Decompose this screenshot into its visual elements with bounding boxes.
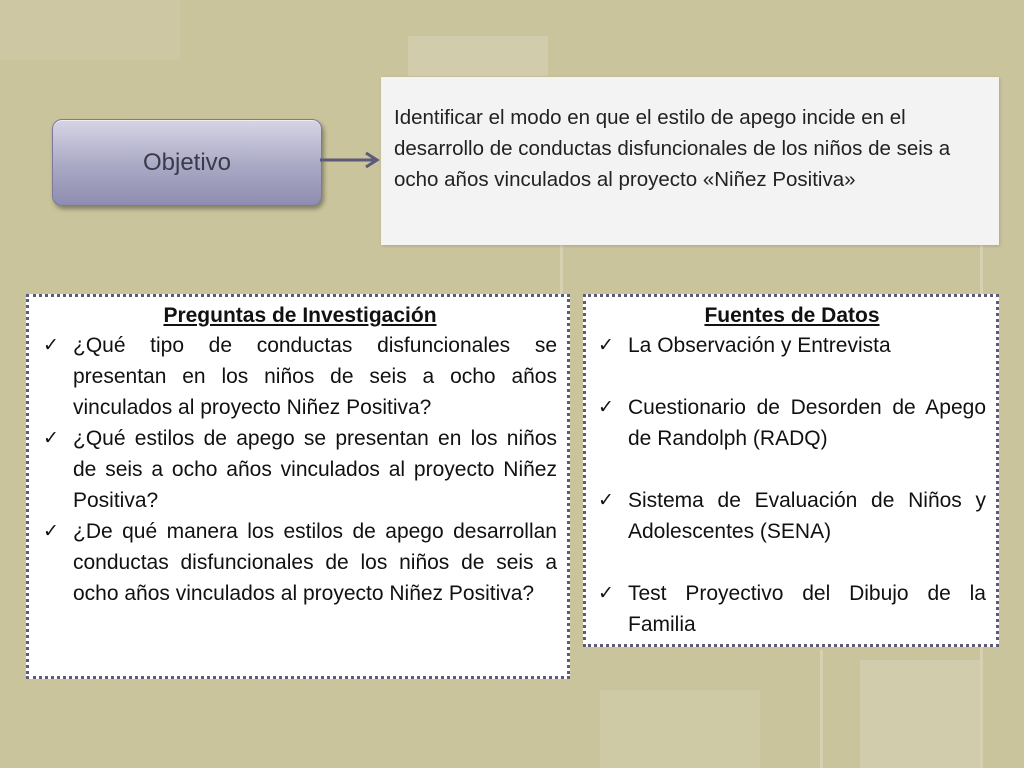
list-item (598, 330, 986, 361)
objective-description: Identificar el modo en que el estilo de apego incide en el desarrollo de conductas disfuncionales de los niños de seis a ocho años vinculados al proyecto «Niñez Positiva» (381, 77, 999, 245)
list-item-text: Test Proyectivo del Dibujo de la Familia (628, 582, 986, 636)
list-item (598, 485, 986, 547)
list-item-text: La Observación y Entrevista (628, 334, 891, 357)
data-sources-list (598, 330, 986, 640)
list-item (43, 330, 557, 423)
list-item (598, 392, 986, 454)
list-item-text: Cuestionario de Desorden de Apego de Randolph (RADQ) (628, 396, 986, 450)
list-item-text: Sistema de Evaluación de Niños y Adolescentes (SENA) (628, 489, 986, 543)
arrow-right-icon (320, 150, 382, 170)
check-icon: ✓ (598, 335, 614, 356)
check-icon: ✓ (598, 583, 614, 604)
research-questions-title: Preguntas de Investigación (163, 304, 437, 327)
list-item-text: ¿Qué estilos de apego se presentan en los niños de seis a ocho años vinculados al proyecto Niñez Positiva? (73, 427, 557, 512)
check-icon: ✓ (43, 335, 59, 356)
data-sources-panel (583, 294, 999, 647)
data-sources-title: Fuentes de Datos (704, 304, 880, 327)
list-item (598, 578, 986, 640)
check-icon: ✓ (598, 490, 614, 511)
research-questions-list (43, 330, 557, 609)
list-item-text: ¿De qué manera los estilos de apego desarrollan conductas disfuncionales de los niños de seis a ocho años vinculados al proyecto Niñez Positiva? (73, 520, 557, 605)
list-item (43, 423, 557, 516)
objective-button[interactable] (52, 119, 322, 206)
list-item (43, 516, 557, 609)
research-questions-panel (26, 294, 570, 679)
list-item-text: ¿Qué tipo de conductas disfuncionales se presentan en los niños de seis a ocho años vinculados al proyecto Niñez Positiva? (73, 334, 557, 419)
check-icon: ✓ (598, 397, 614, 418)
objective-label: Objetivo (142, 148, 232, 176)
check-icon: ✓ (43, 521, 59, 542)
check-icon: ✓ (43, 428, 59, 449)
